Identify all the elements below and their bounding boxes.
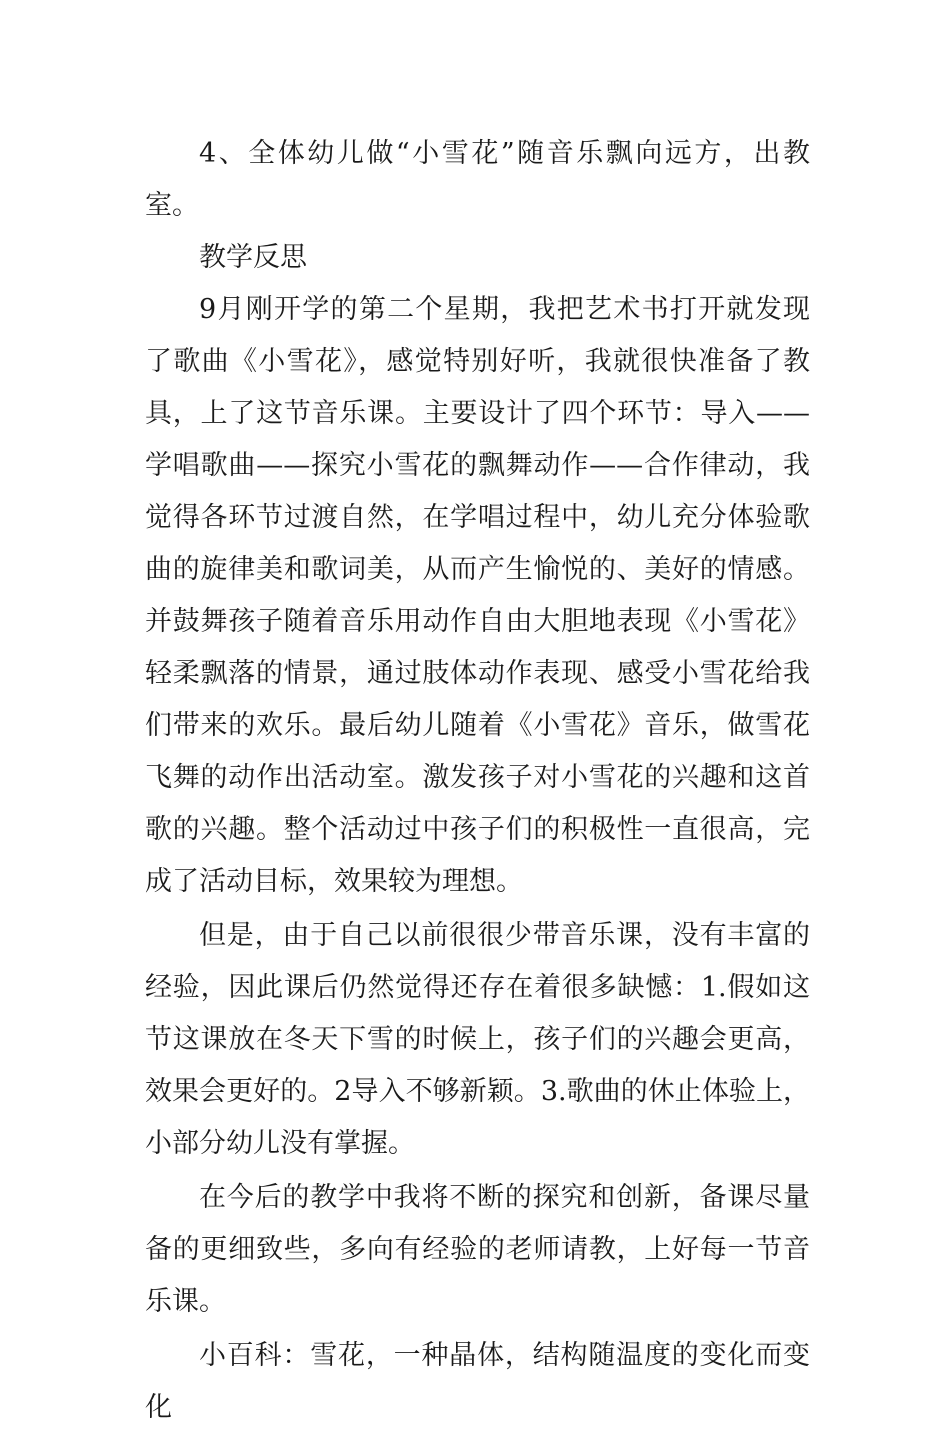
paragraph-encyclopedia-note: 小百科：雪花，一种晶体，结构随温度的变化而变化 xyxy=(145,1340,810,1423)
paragraph-reflection-overview: 9月刚开学的第二个星期，我把艺术书打开就发现了歌曲《小雪花》，感觉特别好听，我就很快准备了教具，上了这节音乐课。主要设计了四个环节：导入——学唱歌曲——探究小雪花的飘舞动作——合作律动，我觉得各环节过渡自然，在学唱过程中，幼儿充分体验歌曲的旋律美和歌词美，从而产生愉悦的、美好的情感。并鼓舞孩子随着音乐用动作自由大胆地表现《小雪花》轻柔飘落的情景，通过肢体动作表现、感受小雪花给我们带来的欢乐。最后幼儿随着《小雪花》音乐，做雪花飞舞的动作出活动室。激发孩子对小雪花的兴趣和这首歌的兴趣。整个活动过中孩子们的积极性一直很高，完成了活动目标，效果较为理想。 xyxy=(145,294,810,897)
section-heading-teaching-reflection: 教学反思 xyxy=(199,242,307,273)
paragraph-activity-step-4: 4、全体幼儿做“小雪花”随音乐飘向远方，出教室。 xyxy=(145,138,810,221)
document-body xyxy=(145,128,810,1434)
paragraph-reflection-shortcomings: 但是，由于自己以前很很少带音乐课，没有丰富的经验，因此课后仍然觉得还存在着很多缺憾：1.假如这节这课放在冬天下雪的时候上，孩子们的兴趣会更高，效果会更好的。2导入不够新颖。3.歌曲的休止体验上，小部分幼儿没有掌握。 xyxy=(145,920,810,1159)
paragraph-future-plans: 在今后的教学中我将不断的探究和创新，备课尽量备的更细致些，多向有经验的老师请教，上好每一节音乐课。 xyxy=(145,1182,810,1317)
